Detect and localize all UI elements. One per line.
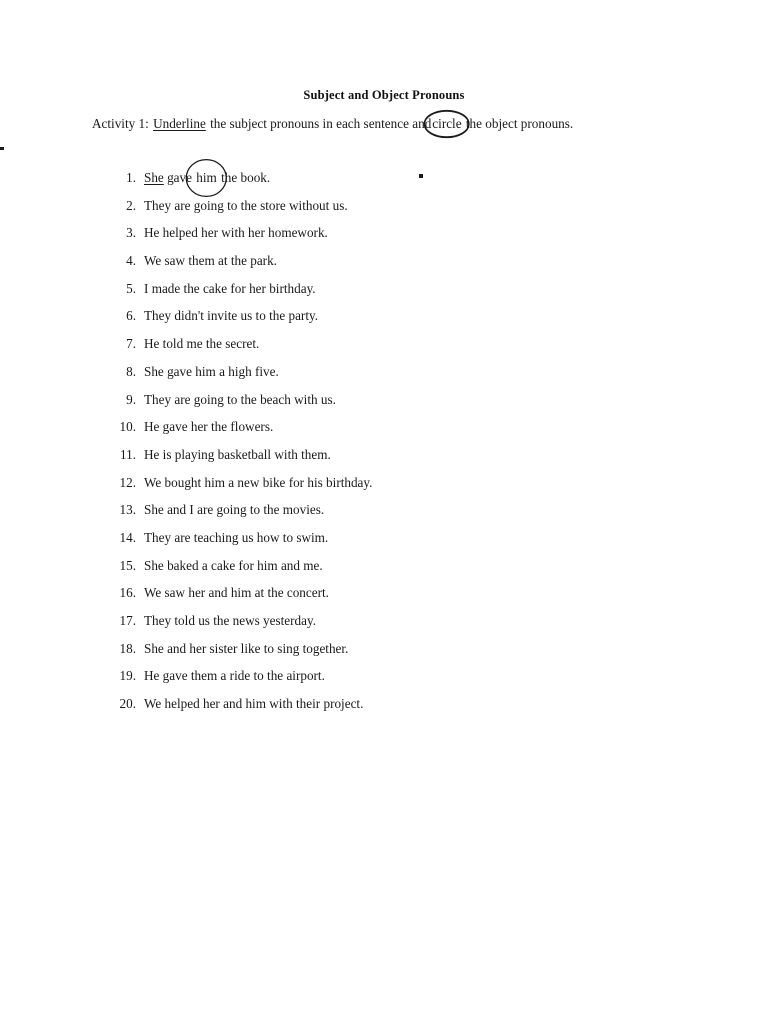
scan-artifact-center (419, 174, 423, 178)
circled-object-pronoun-wrapper (195, 168, 218, 188)
list-item-text: She baked a cake for him and me. (144, 557, 323, 573)
list-item-number: 18. (119, 640, 136, 656)
list-item (108, 306, 668, 334)
list-item-text: She and I are going to the movies. (144, 502, 325, 518)
list-item (108, 362, 668, 390)
list-item (108, 639, 668, 667)
list-item-text: They told us the news yesterday. (144, 613, 317, 628)
list-item (108, 390, 668, 418)
list-item-number: 11. (120, 446, 136, 462)
list-item-text-part: gave (163, 170, 196, 185)
list-item-text: We helped her and him with their project. (144, 696, 364, 712)
list-item-text (144, 168, 270, 188)
list-item (108, 528, 668, 556)
list-item-number: 19. (119, 668, 136, 684)
list-item (108, 611, 668, 639)
list-item (108, 196, 668, 224)
list-item (108, 445, 668, 473)
list-item (108, 168, 668, 196)
list-item-number: 4. (126, 253, 136, 269)
list-item-text: He told me the secret. (144, 336, 260, 352)
list-item (108, 556, 668, 584)
list-item-text: We saw them at the park. (144, 253, 277, 269)
list-item-number: 12. (119, 474, 136, 490)
list-item (108, 334, 668, 362)
instruction-circled-word-wrapper (431, 115, 462, 132)
underlined-subject-pronoun: She (144, 170, 164, 185)
instruction-prefix: Activity 1: (92, 116, 149, 131)
list-item-number: 2. (126, 197, 136, 213)
list-item (108, 417, 668, 445)
list-item-text: We bought him a new bike for his birthday. (144, 474, 373, 490)
list-item-text-part: the book. (217, 170, 271, 185)
list-item (108, 583, 668, 611)
scan-artifact-left (0, 147, 4, 150)
circled-object-pronoun: him (196, 170, 217, 185)
list-item (108, 279, 668, 307)
list-item-number: 15. (119, 557, 136, 573)
list-item-text: They didn't invite us to the party. (144, 308, 319, 324)
list-item (108, 223, 668, 251)
list-item-text: She and her sister like to sing together. (144, 640, 349, 656)
list-item-number: 5. (126, 280, 136, 296)
list-item-text: He gave them a ride to the airport. (144, 668, 325, 684)
list-item (108, 694, 668, 722)
list-item-number: 10. (119, 419, 136, 435)
list-item-text: He gave her the flowers. (144, 419, 274, 435)
instruction-suffix: the object pronouns. (465, 116, 574, 131)
page-title: Subject and Object Pronouns (303, 88, 465, 102)
list-item-text: They are going to the store without us. (144, 197, 348, 213)
sentence-list (108, 168, 668, 722)
list-item-text: He helped her with her homework. (144, 225, 328, 241)
list-item-number: 6. (126, 308, 136, 324)
list-item-text: She gave him a high five. (144, 363, 279, 379)
list-item (108, 500, 668, 528)
list-item-number: 1. (126, 170, 136, 185)
list-item-number: 3. (126, 225, 136, 241)
list-item (108, 473, 668, 501)
list-item-number: 16. (119, 585, 136, 601)
list-item-text: They are teaching us how to swim. (144, 529, 329, 545)
list-item-text: They are going to the beach with us. (144, 391, 336, 407)
list-item-text: I made the cake for her birthday. (144, 280, 316, 296)
list-item-number: 17. (119, 613, 136, 628)
instruction-line (92, 115, 692, 132)
instruction-underlined-word: Underline (153, 116, 206, 131)
list-item-text: We saw her and him at the concert. (144, 585, 329, 601)
list-item-number: 13. (119, 502, 136, 518)
instruction-circled-word: circle (432, 116, 462, 131)
list-item-number: 20. (119, 696, 136, 712)
list-item-number: 8. (126, 363, 136, 379)
instruction-middle-text: the subject pronouns in each sentence and (210, 116, 432, 131)
list-item (108, 251, 668, 279)
list-item (108, 666, 668, 694)
list-item-number: 7. (126, 336, 136, 352)
list-item-number: 9. (126, 391, 136, 407)
list-item-text: He is playing basketball with them. (144, 446, 331, 462)
list-item-number: 14. (119, 529, 136, 545)
